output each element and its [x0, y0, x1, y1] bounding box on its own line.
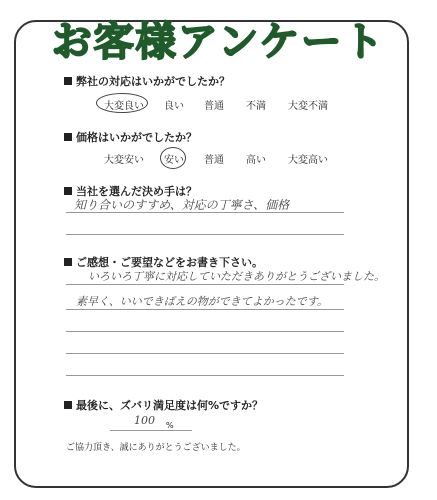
q5-unit: % — [166, 421, 174, 430]
answer-line — [66, 212, 344, 213]
answer-line — [66, 284, 344, 285]
question-1-text: 弊社の対応はいかがでしたか？ — [76, 75, 230, 88]
bullet-icon — [64, 187, 72, 195]
answer-line — [66, 353, 344, 354]
q4-handwritten-line-2: 素早く、いいできばえの物ができてよかったです。 — [76, 295, 328, 308]
q2-option-3[interactable]: 普通 — [204, 155, 224, 166]
answer-line — [66, 309, 344, 310]
q1-option-2[interactable]: 良い — [164, 101, 184, 112]
question-2-text: 価格はいかがでしたか？ — [76, 131, 197, 144]
q4-handwritten-line-1: いろいろ丁寧に対応していただきありがとうございました。 — [88, 270, 385, 283]
percent-line — [110, 430, 192, 431]
question-2 — [64, 129, 197, 145]
question-4-text: ご感想・ご要望などをお書き下さい。 — [76, 256, 263, 269]
q1-option-4[interactable]: 不満 — [246, 101, 266, 112]
question-5-text: 最後に、ズバリ満足度は何%ですか？ — [76, 399, 264, 412]
answer-line — [66, 375, 344, 376]
q2-option-1[interactable]: 大変安い — [104, 155, 144, 166]
question-5 — [64, 397, 263, 413]
q1-option-5[interactable]: 大変不満 — [288, 101, 328, 112]
q1-option-1[interactable]: 大変良い — [104, 101, 144, 112]
q2-option-4[interactable]: 高い — [246, 155, 266, 166]
question-3-text: 当社を選んだ決め手は？ — [76, 185, 197, 198]
bullet-icon — [64, 258, 72, 266]
thank-you-note: ご協力頂き、誠にありがとうございました。 — [66, 443, 246, 453]
answer-line — [66, 331, 344, 332]
bullet-icon — [64, 77, 72, 85]
q5-handwritten-answer: 100 — [134, 414, 155, 427]
survey-title: お客様アンケート — [51, 19, 386, 65]
question-1 — [64, 73, 230, 89]
bullet-icon — [64, 133, 72, 141]
answer-line — [66, 234, 344, 235]
q2-option-5[interactable]: 大変高い — [288, 155, 328, 166]
q1-option-3[interactable]: 普通 — [204, 101, 224, 112]
bullet-icon — [64, 401, 72, 409]
q3-handwritten-answer: 知り合いのすすめ、対応の丁寧さ、価格 — [74, 198, 290, 212]
q2-option-2[interactable]: 安い — [164, 155, 184, 166]
